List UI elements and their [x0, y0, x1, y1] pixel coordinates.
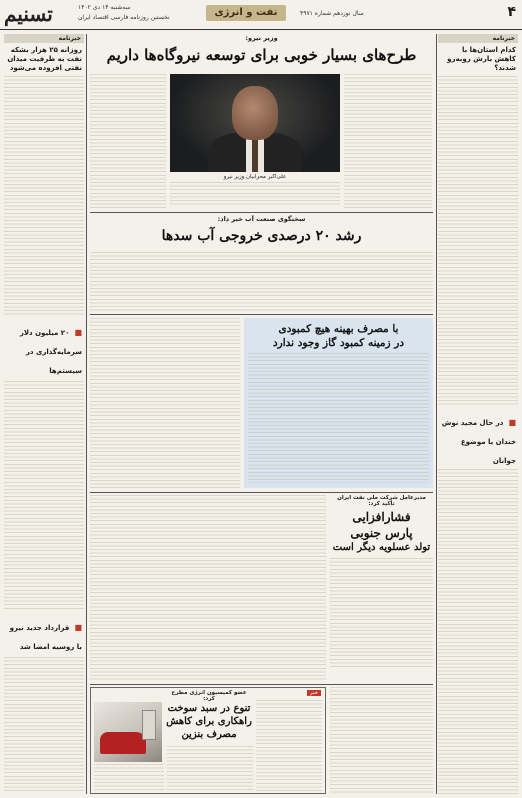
date-line: سه‌شنبه ۱۴ دی ۱۴۰۲ — [78, 4, 131, 11]
lead-text-right — [344, 74, 432, 210]
photo-tie — [252, 138, 258, 172]
red-bullet-icon: ■ — [74, 623, 82, 632]
lead-text-left — [90, 74, 166, 210]
bottom-body-right — [256, 700, 322, 792]
lead-headline: طرح‌های بسیار خوبی برای توسعه نیروگاه‌ها داریم — [106, 46, 417, 64]
column-rule-left — [86, 34, 87, 794]
right-column-label: خبرنامه — [438, 34, 518, 43]
left-column-body — [4, 76, 84, 316]
left-column-body-3 — [4, 657, 84, 794]
lead-caption-body — [170, 182, 340, 206]
fuel-photo — [94, 702, 162, 762]
pars-body-right — [330, 558, 433, 668]
bottom-body-2 — [256, 700, 322, 792]
photo-fuel-pump — [142, 710, 156, 740]
left-column-label: خبرنامه — [4, 34, 84, 43]
right-column-headline: کدام استان‌ها با کاهش بارش روبه‌رو شدند؟ — [447, 46, 516, 72]
left-column-mid-block — [6, 320, 82, 377]
second-text — [90, 252, 433, 312]
left-column-bottom-headline: قرارداد جدید نیرو با روسیه امضا شد — [9, 624, 82, 651]
pars-kicker: مدیرعامل شرکت ملی نفت ایران تأکید کرد: — [337, 495, 426, 507]
right-column-body-2 — [438, 469, 518, 794]
feature-headline-2: در زمینه کمبود گاز وجود ندارد — [272, 337, 405, 349]
feature-body — [248, 353, 429, 483]
lead-body-left — [90, 74, 166, 210]
pars-body — [90, 495, 326, 681]
left-column-bottom-block — [6, 615, 82, 653]
rule-after-feature — [90, 492, 433, 493]
left-column-headline: روزانه ۲۵ هزار بشکه نفت به ظرفیت میدان نفتی افزوده می‌شود — [7, 46, 82, 72]
bottom-right-body — [330, 687, 433, 794]
feature-left-text — [90, 318, 240, 488]
lead-kicker-text: وزیر نیرو: — [245, 34, 278, 42]
red-bullet-icon: ■ — [508, 418, 516, 427]
bottom-tag: خبر — [307, 690, 321, 696]
bottom-headline-block — [165, 690, 253, 741]
pars-headline-1: فشارافزایی — [352, 510, 411, 524]
right-column-sub-headline: در حال مجید نوش خندان با موضوع جوانان — [441, 419, 516, 465]
feature-left-body — [90, 318, 240, 488]
rule-after-lead — [90, 212, 433, 213]
right-column — [438, 34, 518, 794]
photo-face — [232, 86, 278, 140]
photo-car-body — [100, 732, 146, 754]
issue-line: سال نوزدهم شماره ۴۹۷۱ — [300, 10, 364, 17]
red-bullet-icon: ■ — [74, 328, 82, 337]
page-number: ۴ — [507, 4, 516, 20]
rule-after-second — [90, 314, 433, 315]
second-kicker: سخنگوی صنعت آب خبر داد: — [217, 215, 306, 223]
left-column — [4, 34, 84, 794]
second-headline: رشد ۲۰ درصدی خروجی آب سدها — [161, 228, 362, 244]
column-rule-right — [436, 34, 437, 794]
bottom-right-text — [330, 687, 433, 794]
pars-body-text — [90, 495, 326, 681]
tagline: نخستین روزنامه فارسی اقتصاد ایران — [78, 14, 170, 21]
right-column-sub-block — [440, 410, 516, 467]
lead-caption-block — [170, 174, 340, 208]
left-column-mid-headline: ۲۰ میلیون دلار سرمایه‌گذاری در سیستم‌ها — [19, 329, 82, 375]
bottom-body-center — [167, 746, 253, 792]
lead-body-right — [344, 74, 432, 210]
feature-headline-1: با مصرف بهینه هیچ کمبودی — [278, 323, 399, 335]
lead-caption: علی‌اکبر محرابیان وزیر نیرو — [223, 174, 287, 180]
bottom-kicker: عضو کمیسیون انرژی مطرح کرد: — [171, 690, 247, 702]
newspaper-logo: تسنیم — [4, 2, 53, 26]
feature-box — [244, 318, 433, 488]
minister-photo — [170, 74, 340, 172]
pars-headline-block — [330, 495, 433, 681]
right-column-body — [438, 76, 518, 406]
bottom-body-1 — [94, 764, 164, 792]
pars-headline-3: تولد عسلویه دیگر است — [332, 542, 431, 553]
second-body — [90, 252, 433, 312]
bottom-headline-1: تنوع در سبد سوخت — [167, 703, 251, 714]
left-column-body-2 — [4, 381, 84, 611]
pars-headline-2: پارس جنوبی — [350, 526, 413, 540]
bottom-headline-3: مصرف بنزین — [181, 729, 237, 740]
bottom-body-under-photo — [94, 764, 164, 792]
bottom-box — [90, 687, 326, 794]
page-header — [0, 0, 522, 30]
bottom-headline-2: راهکاری برای کاهش — [166, 716, 252, 727]
section-banner: نفت و انرژی — [206, 5, 286, 21]
rule-after-pars — [90, 684, 433, 685]
bottom-body-3 — [167, 746, 253, 792]
